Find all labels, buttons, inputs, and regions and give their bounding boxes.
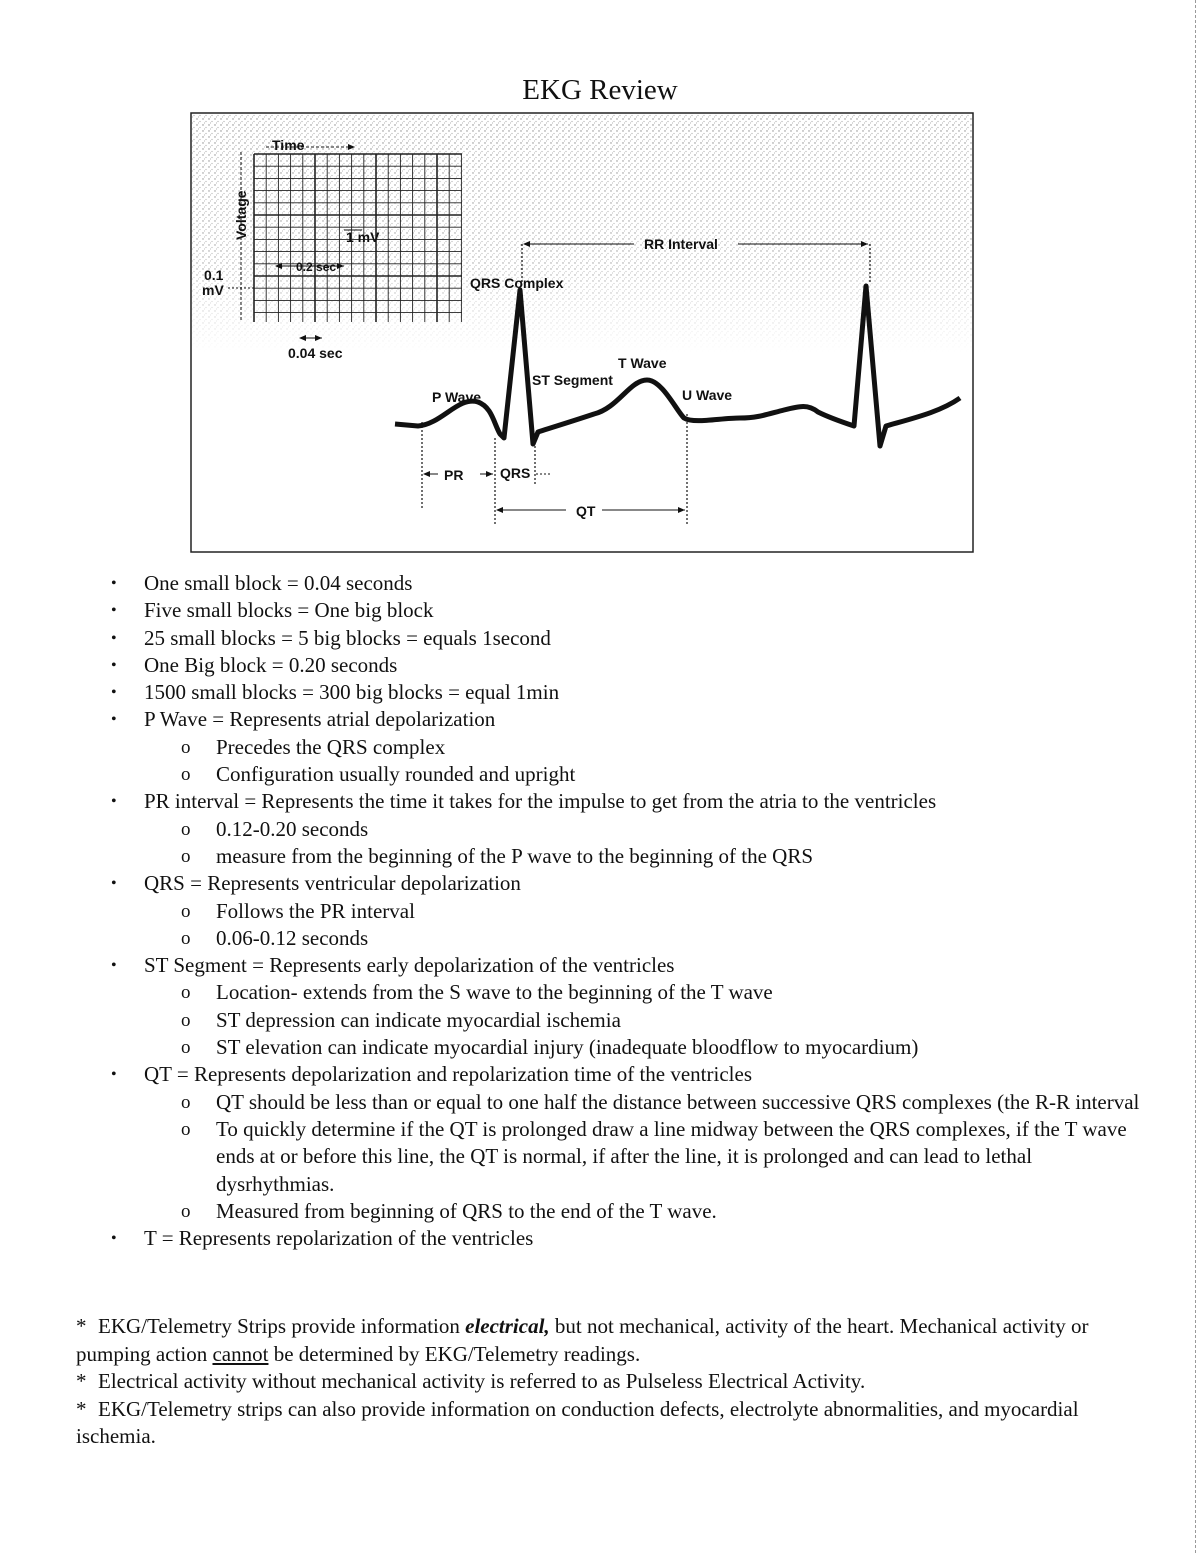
sub-bullet-marker: o xyxy=(181,900,191,922)
bullet-item xyxy=(0,1061,1200,1088)
sub-bullet-item xyxy=(0,761,1200,788)
sub-bullet-marker: o xyxy=(181,1118,191,1140)
bullet-dot: • xyxy=(111,875,117,893)
label-st-segment: ST Segment xyxy=(532,372,613,388)
label-qt: QT xyxy=(576,503,596,519)
bullet-item xyxy=(0,625,1200,652)
label-rr-interval: RR Interval xyxy=(644,236,718,252)
label-p-wave: P Wave xyxy=(432,389,482,405)
sub-bullet-text: Location- extends from the S wave to the beginning of the T wave xyxy=(216,980,773,1005)
bullet-text: PR interval = Represents the time it takes for the impulse to get from the atria to the ventricles xyxy=(144,789,937,814)
label-qrs: QRS xyxy=(500,465,531,481)
bullet-item xyxy=(0,1225,1200,1252)
sub-bullet-marker: o xyxy=(181,1037,191,1059)
sub-bullet-marker: o xyxy=(181,1009,191,1031)
sub-bullet-item xyxy=(0,734,1200,761)
note-3: * EKG/Telemetry strips can also provide information on conduction defects, electrolyte abnormalities, and myocardial ischemia. xyxy=(76,1396,1079,1448)
bullet-item xyxy=(0,679,1200,706)
bullet-dot: • xyxy=(111,1066,117,1084)
bullet-item xyxy=(0,870,1200,897)
bullet-item xyxy=(0,597,1200,624)
sub-bullet-item xyxy=(0,1007,1200,1034)
sub-bullet-text: 0.12-0.20 seconds xyxy=(216,816,369,841)
sub-bullet-item xyxy=(0,1198,1200,1225)
sub-bullet-marker: o xyxy=(181,845,191,867)
sub-bullet-text: 0.06-0.12 seconds xyxy=(216,925,369,950)
notes-section xyxy=(76,1313,1136,1451)
sub-bullet-marker: o xyxy=(181,764,191,786)
sub-bullet-item xyxy=(0,843,1200,870)
bullet-dot: • xyxy=(111,711,117,729)
bullet-dot: • xyxy=(111,575,117,592)
bullet-text: 25 small blocks = 5 big blocks = equals 1second xyxy=(144,625,551,650)
sub-bullet-marker: o xyxy=(181,736,191,758)
bullet-dot: • xyxy=(111,684,117,702)
bullet-dot: • xyxy=(111,602,117,620)
ekg-diagram xyxy=(190,112,974,553)
bullet-text: One Big block = 0.20 seconds xyxy=(144,652,398,677)
label-time: Time xyxy=(272,137,305,153)
sub-bullet-item xyxy=(0,1116,1200,1198)
sub-bullet-text: measure from the beginning of the P wave to the beginning of the QRS xyxy=(216,843,814,868)
bullet-text: Five small blocks = One big block xyxy=(144,598,434,623)
sub-bullet-text: QT should be less than or equal to one half the distance between successive QRS complexes (the R-R interval xyxy=(216,1089,1140,1114)
note-2: * Electrical activity without mechanical activity is referred to as Pulseless Electrical Activity. xyxy=(76,1368,1136,1396)
page-title: EKG Review xyxy=(522,74,678,106)
bullet-item xyxy=(0,652,1200,679)
bullet-dot: • xyxy=(111,629,117,647)
label-u-wave: U Wave xyxy=(682,387,733,403)
label-qrs-complex: QRS Complex xyxy=(470,275,564,291)
bullet-text: One small block = 0.04 seconds xyxy=(144,571,413,595)
sub-bullet-item xyxy=(0,1089,1200,1116)
bullet-item xyxy=(0,952,1200,979)
bullet-text: 1500 small blocks = 300 big blocks = equal 1min xyxy=(144,680,560,705)
sub-bullet-text: ST depression can indicate myocardial ischemia xyxy=(216,1007,621,1032)
sub-bullet-text: To quickly determine if the QT is prolonged draw a line midway between the QRS complexes, if the T wave ends at or before this line, the QT is normal, if after the line, it is prolonged and can lead to lethal dysrhythmias. xyxy=(216,1116,1127,1196)
sub-bullet-marker: o xyxy=(181,1200,191,1222)
bullet-item xyxy=(0,788,1200,815)
label-t-wave: T Wave xyxy=(618,355,667,371)
bullet-text: ST Segment = Represents early depolarization of the ventricles xyxy=(144,953,675,978)
label-0-04-sec: 0.04 sec xyxy=(288,345,343,361)
bullet-list xyxy=(0,570,1200,1252)
bullet-text: QT = Represents depolarization and repolarization time of the ventricles xyxy=(144,1062,752,1087)
sub-bullet-text: ST elevation can indicate myocardial injury (inadequate bloodflow to myocardium) xyxy=(216,1035,919,1060)
sub-bullet-text: Configuration usually rounded and upright xyxy=(216,762,576,787)
sub-bullet-marker: o xyxy=(181,1091,191,1113)
sub-bullet-marker: o xyxy=(181,927,191,949)
bullet-item xyxy=(0,706,1200,733)
label-0-1-mv-a: 0.1 xyxy=(204,267,224,283)
bullet-item xyxy=(0,570,1200,597)
sub-bullet-item xyxy=(0,979,1200,1006)
sub-bullet-marker: o xyxy=(181,982,191,1004)
label-0-2-sec: 0.2 sec xyxy=(296,260,337,274)
bullet-dot: • xyxy=(111,1230,117,1248)
sub-bullet-item xyxy=(0,1034,1200,1061)
bullet-text: QRS = Represents ventricular depolarization xyxy=(144,871,521,896)
sub-bullet-item xyxy=(0,925,1200,952)
note-star: * xyxy=(76,1369,87,1393)
bullet-dot: • xyxy=(111,656,117,674)
note-star: * xyxy=(76,1396,87,1421)
sub-bullet-item xyxy=(0,816,1200,843)
sub-bullet-text: Measured from beginning of QRS to the end of the T wave. xyxy=(216,1198,717,1223)
label-voltage: Voltage xyxy=(233,190,249,240)
bullet-text: T = Represents repolarization of the ventricles xyxy=(144,1226,534,1251)
note-star: * xyxy=(76,1314,87,1338)
bullet-dot: • xyxy=(111,793,117,811)
sub-bullet-text: Precedes the QRS complex xyxy=(216,734,446,759)
sub-bullet-text: Follows the PR interval xyxy=(216,898,415,923)
sub-bullet-item xyxy=(0,898,1200,925)
bullet-dot: • xyxy=(111,957,117,975)
label-0-1-mv-b: mV xyxy=(202,282,224,298)
bullet-text: P Wave = Represents atrial depolarization xyxy=(144,707,496,732)
label-pr: PR xyxy=(444,467,464,483)
label-1mv: 1 mV xyxy=(346,229,380,245)
sub-bullet-marker: o xyxy=(181,818,191,840)
note-1: * EKG/Telemetry Strips provide information electrical, but not mechanical, activity of the heart. Mechanical activity or pumping action cannot be determined by EKG/Telemetry readings. xyxy=(76,1314,1089,1366)
